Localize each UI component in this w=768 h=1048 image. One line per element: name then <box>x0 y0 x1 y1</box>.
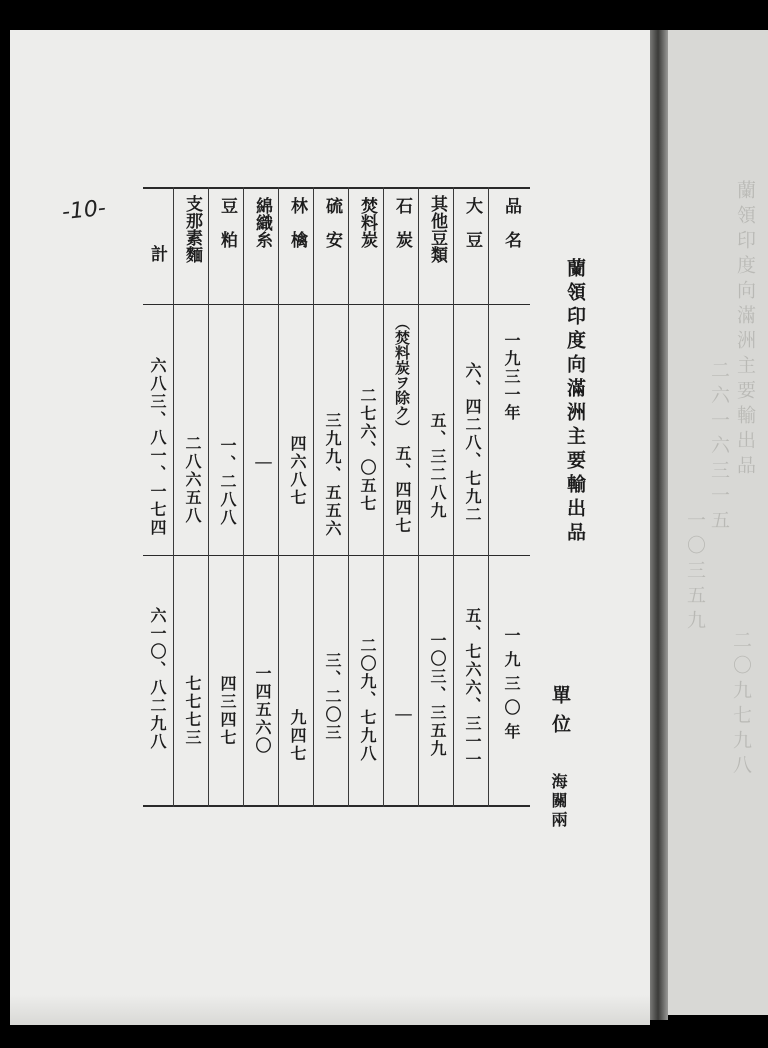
table-top-rule <box>143 187 530 189</box>
table-cell-1930: 一〇三、三五九 <box>428 632 447 758</box>
header-year-1930: 一九三〇年 <box>502 627 521 747</box>
table-cell-1931: 五、三二八九 <box>428 412 447 520</box>
column-rule <box>278 187 279 807</box>
table-cell-1930: 三、二〇三 <box>323 652 342 742</box>
bleed-through-text-3: 一〇三五九 <box>684 510 706 635</box>
table-row-item: 其他豆類 <box>427 195 447 263</box>
table-total-item: 計 <box>147 245 167 262</box>
table-cell-1931: 二七六、〇五七 <box>358 387 377 513</box>
table-cell-1931: 一、二八八 <box>218 437 237 527</box>
bleed-through-text-1: 蘭領印度向滿洲主要輸出品 <box>734 180 756 480</box>
column-rule <box>418 187 419 807</box>
column-rule <box>383 187 384 807</box>
year-divider-rule <box>143 555 530 556</box>
table-cell-1931: 六、四二八、七九二 <box>463 362 482 524</box>
adjacent-page <box>668 30 768 1015</box>
table-total-1930: 六一〇、八二九八 <box>148 607 167 751</box>
unit-value: 海關兩 <box>549 773 568 830</box>
table-row-item: 焚料炭 <box>357 197 377 248</box>
column-rule <box>313 187 314 807</box>
column-rule <box>348 187 349 807</box>
column-rule <box>243 187 244 807</box>
page-number: -10- <box>60 195 108 226</box>
table-cell-1930: 二〇九、七九八 <box>358 637 377 763</box>
table-cell-1930: 一四五六〇 <box>253 665 272 755</box>
table-cell-1931: ｜ <box>253 455 272 473</box>
table-cell-1930: 四三四七 <box>218 675 237 747</box>
table-row-note: （焚料炭ヲ除ク） <box>393 315 411 435</box>
table-bottom-rule <box>143 805 530 807</box>
table-cell-1930: 五、七六六、三一一 <box>463 607 482 769</box>
table-cell-1931: 二八六五八 <box>183 435 202 525</box>
table-row-item: 綿織糸 <box>252 197 272 248</box>
export-table <box>143 187 530 807</box>
header-rule <box>143 304 530 305</box>
table-row-item: 硫 安 <box>322 197 342 248</box>
bleed-through-text-2: 二六一六三一五 <box>708 360 730 535</box>
book-spine <box>650 30 668 1020</box>
table-cell-1930: 七七七三 <box>183 675 202 747</box>
page-title: 蘭領印度向滿洲主要輸出品 <box>564 258 586 546</box>
column-rule <box>173 187 174 807</box>
header-year-1931: 一九三一年 <box>502 332 521 422</box>
unit-label: 單位 <box>549 685 571 743</box>
table-row-item: 林 檎 <box>287 197 307 248</box>
table-row-item: 大 豆 <box>462 197 482 248</box>
bleed-through-text-4: 二〇九七九八 <box>730 630 752 780</box>
table-row-item: 支那素麵 <box>182 195 202 263</box>
table-total-1931: 六八三、八一、一七四 <box>148 357 167 537</box>
table-cell-1930: 九四七 <box>288 709 307 763</box>
table-row-item: 石 炭 <box>392 197 412 248</box>
table-cell-1931: 四六八七 <box>288 435 307 507</box>
table-cell-1931: 三九九、五五六 <box>323 412 342 538</box>
table-row-item: 豆 粕 <box>217 197 237 248</box>
header-item: 品 名 <box>501 197 521 248</box>
column-rule <box>208 187 209 807</box>
table-cell-1930: ｜ <box>393 707 412 725</box>
table-cell-1931: 五、四四七 <box>393 445 412 535</box>
column-rule <box>453 187 454 807</box>
column-rule <box>488 187 489 807</box>
